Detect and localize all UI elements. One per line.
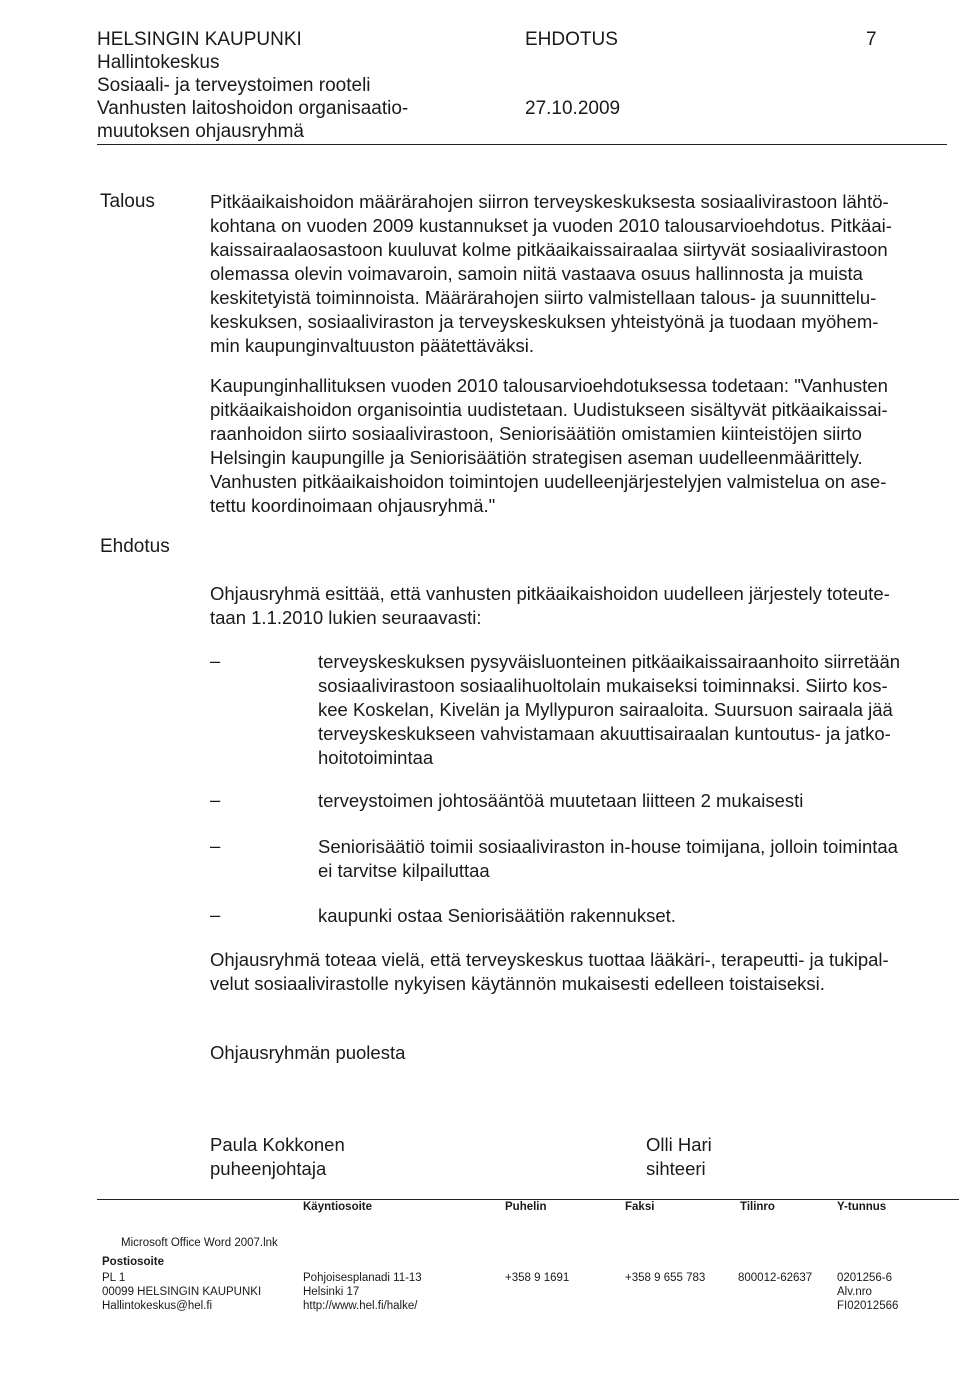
visit-line: Pohjoisesplanadi 11-13 [303,1272,422,1284]
footer-header-visit: Käyntiosoite [303,1201,373,1213]
text-line: ei tarvitse kilpailuttaa [318,860,490,881]
business-id-line: FI02012566 [837,1300,899,1312]
text-line: kaissairaalaosastoon kuuluvat kolme pitkäaikaissairaalaa siirtyvät sosiaalivirastoon [210,239,888,260]
text-line: kohtana on vuoden 2009 kustannukset ja vuoden 2010 talousarvioehdotus. Pitkäai- [210,215,892,236]
org-department: Hallintokeskus [97,52,220,73]
closing-paragraph [210,948,948,996]
text-line: Ohjausryhmä toteaa vielä, että terveyskeskus tuottaa lääkäri-, terapeutti- ja tukipal- [210,949,889,970]
document-type: EHDOTUS [525,29,618,50]
text-line: terveyskeskuksen pysyväisluonteinen pitkäaikaissairaanhoito siirretään [318,651,901,672]
bullet-item-2 [318,789,950,813]
bullet-item-1 [318,650,950,770]
org-unit: Sosiaali- ja terveystoimen rooteli [97,75,371,96]
text-line: Seniorisäätiö toimii sosiaaliviraston in-house toimijana, jolloin toimintaa [318,836,898,857]
text-line: terveystoimen johtosääntöä muutetaan liitteen 2 mukaisesti [318,790,804,811]
text-line: tettu koordinoimaan ohjausryhmä." [210,495,496,516]
text-line: pitkäaikaishoidon organisointia uudistetaan. Uudistukseen sisältyvät pitkäaikaissai- [210,399,888,420]
org-group-line2: muutoksen ohjausryhmä [97,121,304,142]
visit-address [303,1271,422,1313]
account-number: 800012-62637 [738,1272,813,1284]
bullet-item-4 [318,904,950,928]
header-rule [97,144,947,145]
postal-label: Postiosoite [102,1256,164,1268]
text-line: terveyskeskukseen vahvistamaan akuuttisairaalan kuntoutus- ja jatko- [318,723,891,744]
fax-number: +358 9 655 783 [625,1272,706,1284]
quote-paragraph [210,374,948,518]
postal-line: 00099 HELSINGIN KAUPUNKI [102,1286,262,1298]
section-label-talous: Talous [100,191,155,212]
signer-title: puheenjohtaja [210,1158,327,1179]
text-line: kee Koskelan, Kivelän ja Myllypuron sairaaloita. Suursuon sairaala jää [318,699,893,720]
on-behalf-line: Ohjausryhmän puolesta [210,1042,406,1063]
text-line: olemassa olevin voimavaroin, samoin niitä vastaava osuus hallinnosta ja muista [210,263,863,284]
org-group-line1: Vanhusten laitoshoidon organisaatio- [97,98,409,119]
text-line: raanhoidon siirto sosiaalivirastoon, Seniorisäätiön omistamien kiinteistöjen siirto [210,423,862,444]
postal-address [102,1271,261,1313]
visit-line: Helsinki 17 [303,1286,360,1298]
org-name: HELSINGIN KAUPUNKI [97,29,302,50]
text-line: Kaupunginhallituksen vuoden 2010 talousarvioehdotuksessa todetaan: "Vanhusten [210,375,888,396]
phone-number: +358 9 1691 [505,1272,570,1284]
business-id-line: Alv.nro [837,1286,872,1298]
text-line: hoitotoimintaa [318,747,434,768]
bullet-marker: – [210,835,221,856]
text-line: sosiaalivirastoon sosiaalihuoltolain mukaiseksi toiminnaksi. Siirto kos- [318,675,888,696]
bullet-marker: – [210,650,221,671]
postal-line: PL 1 [102,1272,126,1284]
text-line: Helsingin kaupungille ja Seniorisäätiön strategisen aseman uudelleenmäärittely. [210,447,863,468]
text-line: Vanhusten pitkäaikaishoidon toimintojen uudelleenjärjestelyjen valmistelua on ase- [210,471,887,492]
business-id-line: 0201256-6 [837,1272,892,1284]
section-label-ehdotus: Ehdotus [100,536,170,557]
talous-paragraph [210,190,948,358]
visit-url: http://www.hel.fi/halke/ [303,1300,418,1312]
text-line: min kaupunginvaltuuston päätettäväksi. [210,335,534,356]
text-line: kaupunki ostaa Seniorisäätiön rakennukset. [318,905,676,926]
text-line: Pitkäaikaishoidon määrärahojen siirron terveyskeskuksesta sosiaalivirastoon lähtö- [210,191,889,212]
signer-title: sihteeri [646,1158,706,1179]
organization-block [97,28,408,143]
page-number: 7 [866,29,877,50]
signature-right [646,1133,712,1181]
bullet-item-3 [318,835,950,883]
footer-header-phone: Puhelin [505,1201,547,1213]
text-line: velut sosiaalivirastolle nykyisen käytännön mukaisesti edelleen toistaiseksi. [210,973,825,994]
bullet-marker: – [210,904,221,925]
proposal-intro [210,582,948,630]
postal-email: Hallintokeskus@hel.fi [102,1300,213,1312]
text-line: Ohjausryhmä esittää, että vanhusten pitkäaikaishoidon uudelleen järjestely toteute- [210,583,890,604]
footer-header-business-id: Y-tunnus [837,1201,887,1213]
file-name: Microsoft Office Word 2007.lnk [121,1237,278,1249]
bullet-marker: – [210,789,221,810]
text-line: taan 1.1.2010 lukien seuraavasti: [210,607,482,628]
document-date: 27.10.2009 [525,98,621,119]
text-line: keskitetyistä toiminnoista. Määrärahojen siirto valmistellaan talous- ja suunnittelu- [210,287,877,308]
text-line: keskuksen, sosiaaliviraston ja terveyskeskuksen yhteistyönä ja tuodaan myöhem- [210,311,879,332]
signer-name: Olli Hari [646,1134,712,1155]
footer-rule [97,1199,959,1200]
footer-header-account: Tilinro [740,1201,775,1213]
signer-name: Paula Kokkonen [210,1134,345,1155]
signature-left [210,1133,345,1181]
footer-header-fax: Faksi [625,1201,655,1213]
business-id [837,1271,898,1313]
